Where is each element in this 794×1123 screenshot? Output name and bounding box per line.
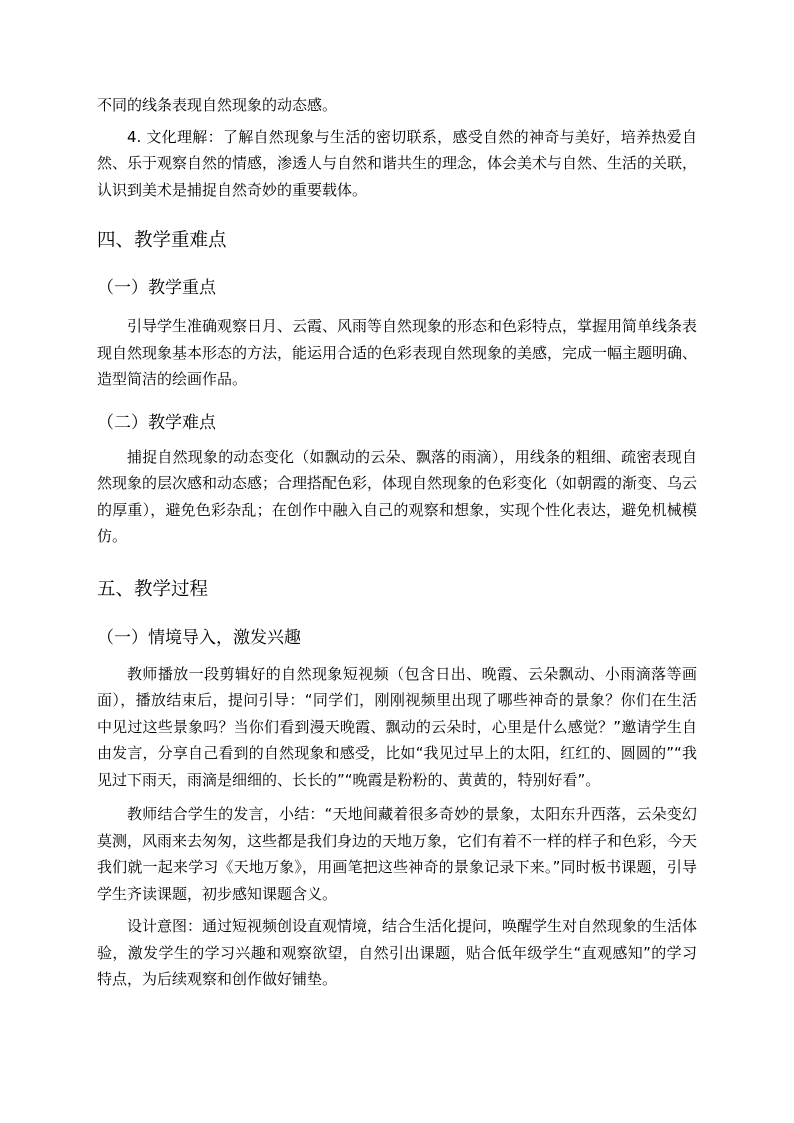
paragraph-key-points: 引导学生准确观察日月、云霞、风雨等自然现象的形态和色彩特点，掌握用简单线条表现自然现象基本形态的方法，能运用合适的色彩表现自然现象的美感，完成一幅主题明确、造型简洁的绘画作品。 <box>97 317 698 388</box>
heading-section-5: 五、教学过程 <box>97 578 209 600</box>
paragraph-intro-video: 教师播放一段剪辑好的自然现象短视频（包含日出、晚霞、云朵飘动、小雨滴落等画面），播放结束后，提问引导：“同学们，刚刚视频里出现了哪些神奇的景象？你们在生活中见过这些景象吗？当你们看到漫天晚霞、飘动的云朵时，心里是什么感觉？”邀请学生自由发言，分享自己看到的自然现象和感受，比如“我见过早上的太阳，红红的、圆圆的”“我见过下雨天，雨滴是细细的、长长的”“晚霞是粉粉的、黄黄的，特别好看”。 <box>97 664 697 789</box>
paragraph-design-intent: 设计意图：通过短视频创设直观情境，结合生活化提问，唤醒学生对自然现象的生活体验，激发学生的学习兴趣和观察欲望，自然引出课题，贴合低年级学生“直观感知”的学习特点，为后续观察和创作做好铺垫。 <box>97 917 698 988</box>
paragraph-intro-summary: 教师结合学生的发言，小结：“天地间藏着很多奇妙的景象，太阳东升西落，云朵变幻莫测，风雨来去匆匆，这些都是我们身边的天地万象，它们有着不一样的样子和色彩，今天我们就一起来学习《天地万象》，用画笔把这些神奇的景象记录下来。”同时板书课题，引导学生齐读课题，初步感知课题含义。 <box>97 805 698 903</box>
heading-key-points: （一）教学重点 <box>97 278 216 298</box>
heading-difficulties: （二）教学难点 <box>97 412 216 433</box>
heading-situation-intro: （一）情境导入，激发兴趣 <box>97 627 301 648</box>
heading-section-4: 四、教学重难点 <box>97 230 227 251</box>
paragraph-difficulties: 捕捉自然现象的动态变化（如飘动的云朵、飘落的雨滴），用线条的粗细、疏密表现自然现象的层次感和动态感；合理搭配色彩，体现自然现象的色彩变化（如朝霞的渐变、乌云的厚重），避免色彩杂乱；在创作中融入自己的观察和想象，实现个性化表达，避免机械模仿。 <box>97 447 698 545</box>
document-page <box>97 92 697 993</box>
paragraph-continuation: 不同的线条表现自然现象的动态感。 <box>97 96 338 114</box>
paragraph-culture-understanding: 4. 文化理解：了解自然现象与生活的密切联系，感受自然的神奇与美好，培养热爱自然、乐于观察自然的情感，渗透人与自然和谐共生的理念，体会美术与自然、生活的关联，认识到美术是捕捉自然奇妙的重要载体。 <box>97 127 698 199</box>
